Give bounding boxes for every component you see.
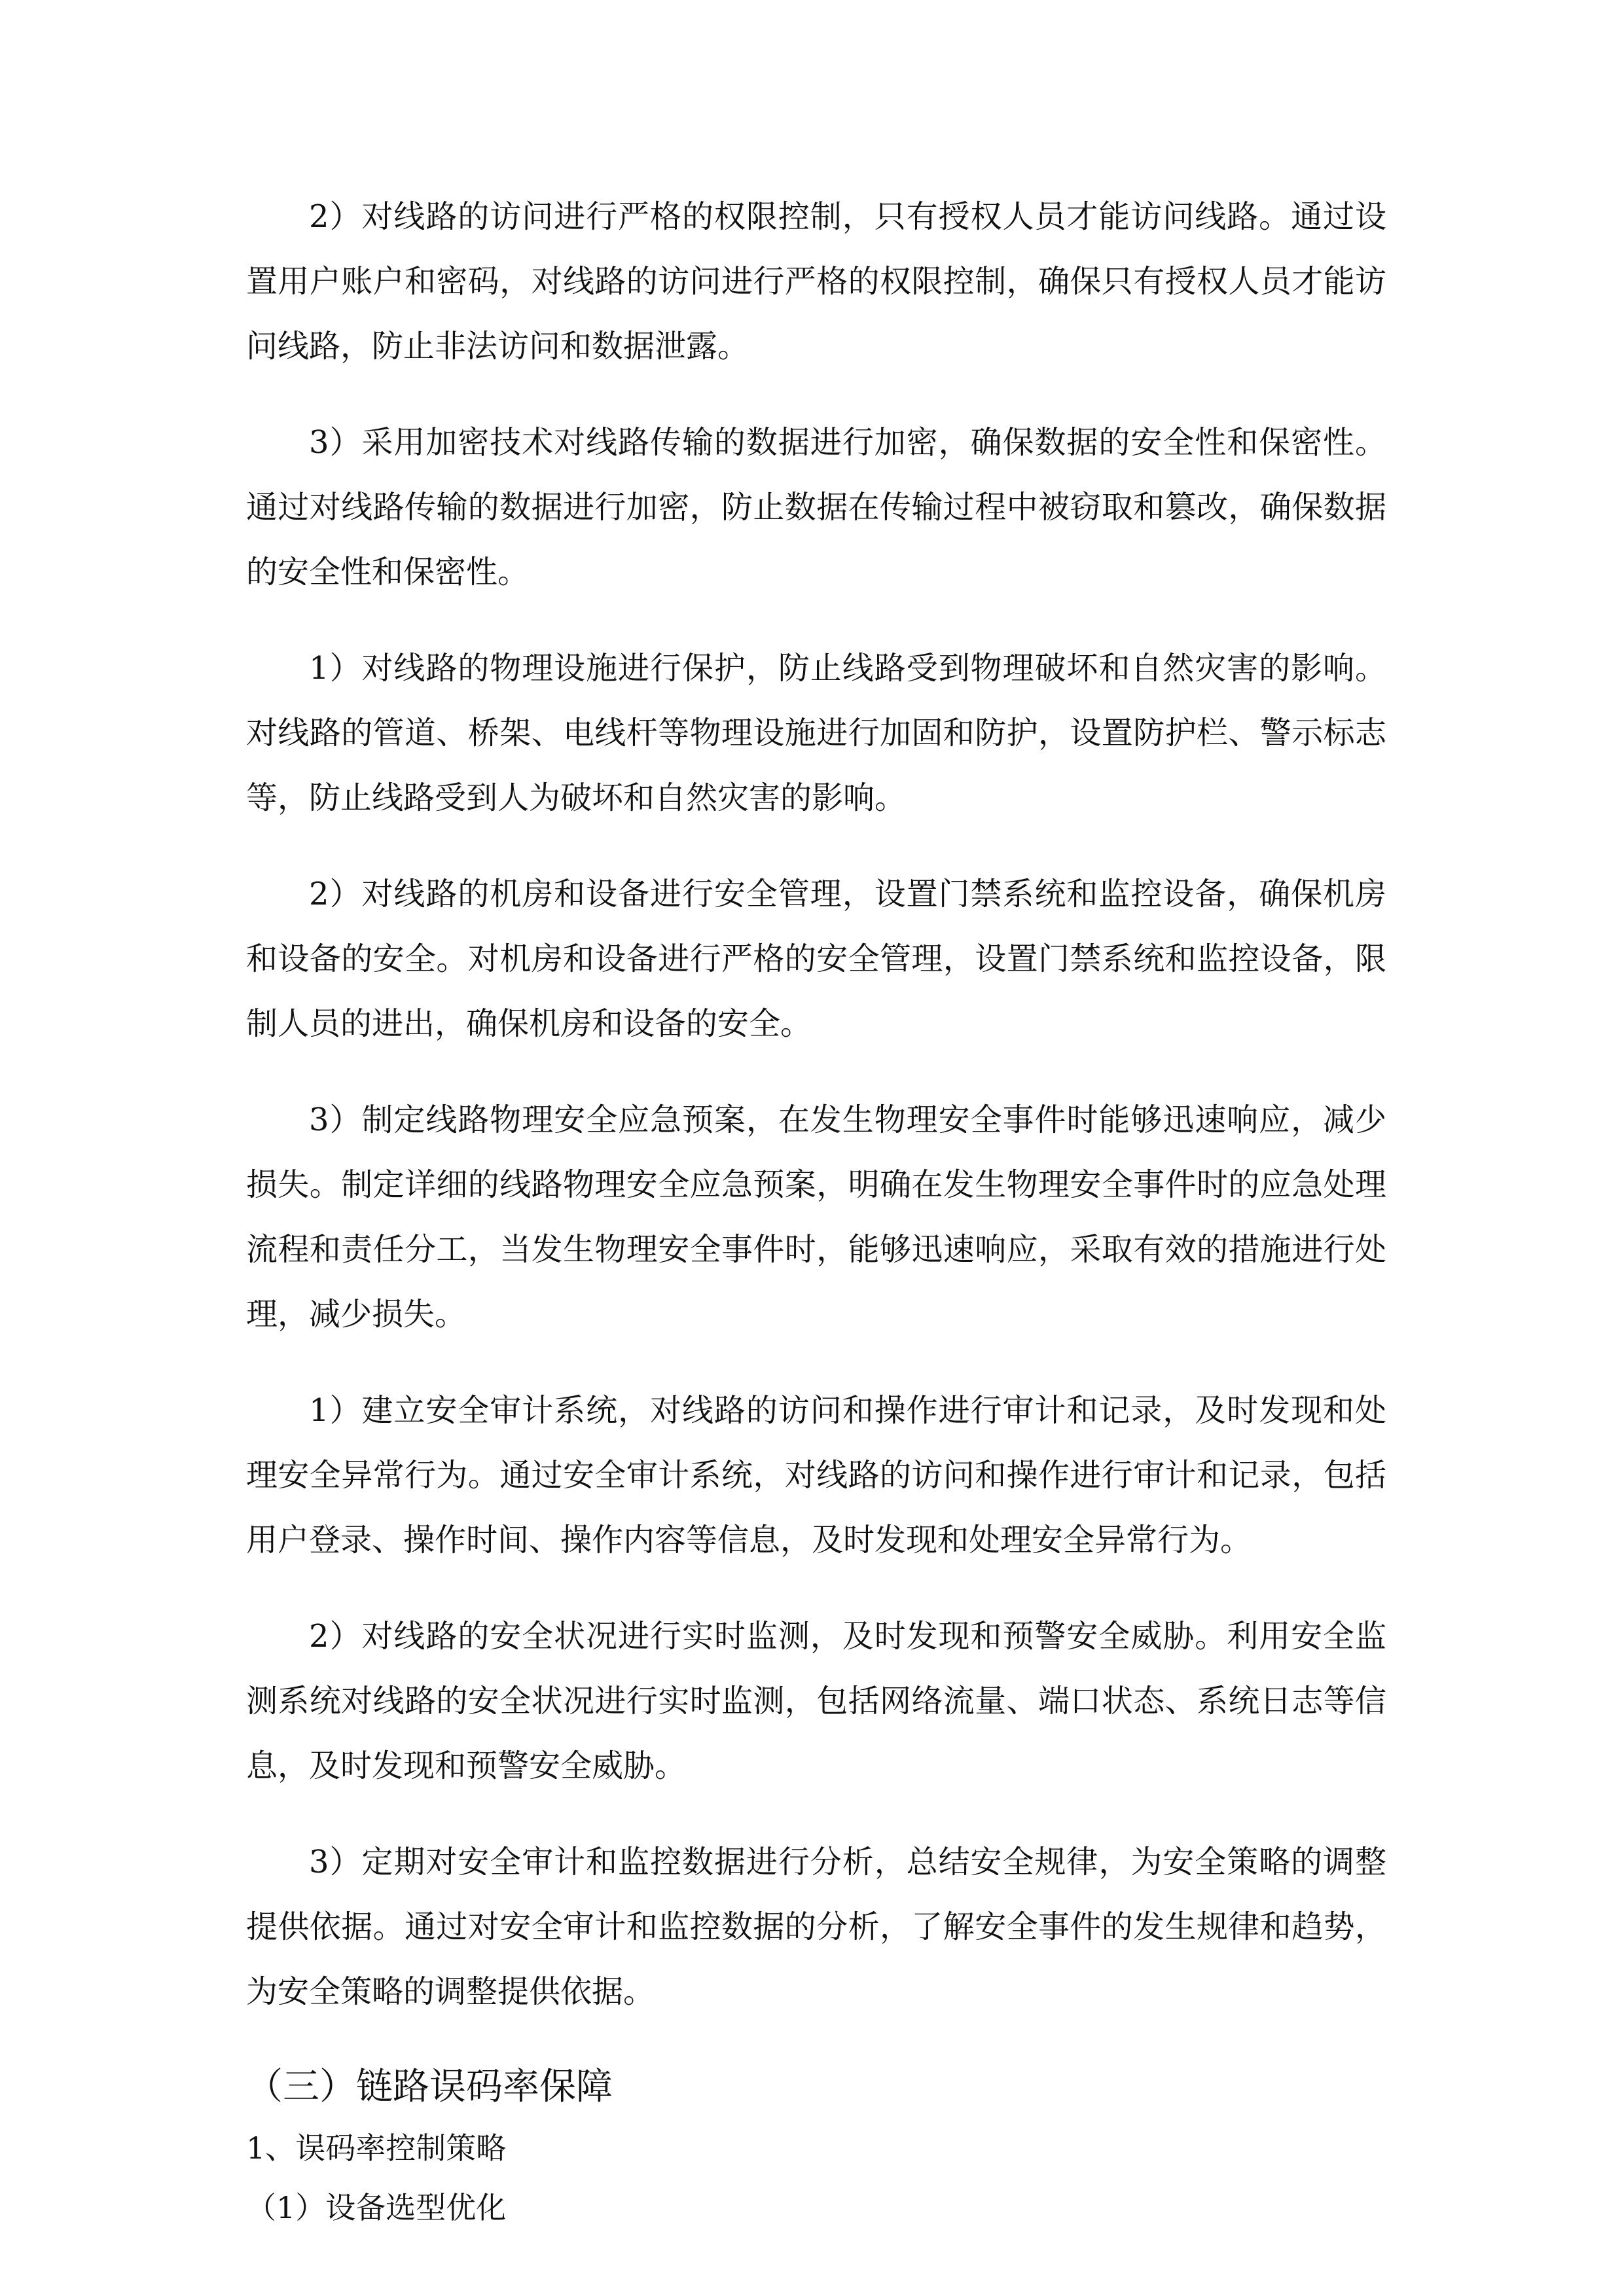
subsection-heading: 1、误码率控制策略 xyxy=(246,2130,507,2166)
document-body xyxy=(246,185,1386,2238)
paragraph-data-analysis: 3）定期对安全审计和监控数据进行分析，总结安全规律，为安全策略的调整提供依据。通过对安全审计和监控数据的分析，了解安全事件的发生规律和趋势，为安全策略的调整提供依据。 xyxy=(246,1844,1386,2010)
paragraph-realtime-monitoring: 2）对线路的安全状况进行实时监测，及时发现和预警安全威胁。利用安全监测系统对线路的安全状况进行实时监测，包括网络流量、端口状态、系统日志等信息，及时发现和预警安全威胁。 xyxy=(246,1618,1386,1784)
item-heading: （1）设备选型优化 xyxy=(246,2190,507,2225)
paragraph-audit-system: 1）建立安全审计系统，对线路的访问和操作进行审计和记录，及时发现和处理安全异常行为。通过安全审计系统，对线路的访问和操作进行审计和记录，包括用户登录、操作时间、操作内容等信息，及时发现和处理安全异常行为。 xyxy=(246,1392,1386,1558)
section-heading: （三）链路误码率保障 xyxy=(246,2066,613,2108)
paragraph-emergency-plan: 3）制定线路物理安全应急预案，在发生物理安全事件时能够迅速响应，减少损失。制定详细的线路物理安全应急预案，明确在发生物理安全事件时的应急处理流程和责任分工，当发生物理安全事件时，能够迅速响应，采取有效的措施进行处理，减少损失。 xyxy=(246,1102,1386,1333)
paragraph-physical-protection: 1）对线路的物理设施进行保护，防止线路受到物理破坏和自然灾害的影响。对线路的管道、桥架、电线杆等物理设施进行加固和防护，设置防护栏、警示标志等，防止线路受到人为破坏和自然灾害的影响。 xyxy=(246,650,1386,816)
paragraph-room-security: 2）对线路的机房和设备进行安全管理，设置门禁系统和监控设备，确保机房和设备的安全。对机房和设备进行严格的安全管理，设置门禁系统和监控设备，限制人员的进出，确保机房和设备的安全。 xyxy=(246,876,1386,1042)
paragraph-access-control: 2）对线路的访问进行严格的权限控制，只有授权人员才能访问线路。通过设置用户账户和密码，对线路的访问进行严格的权限控制，确保只有授权人员才能访问线路，防止非法访问和数据泄露。 xyxy=(246,198,1386,365)
paragraph-encryption: 3）采用加密技术对线路传输的数据进行加密，确保数据的安全性和保密性。通过对线路传输的数据进行加密，防止数据在传输过程中被窃取和篡改，确保数据的安全性和保密性。 xyxy=(246,424,1386,590)
